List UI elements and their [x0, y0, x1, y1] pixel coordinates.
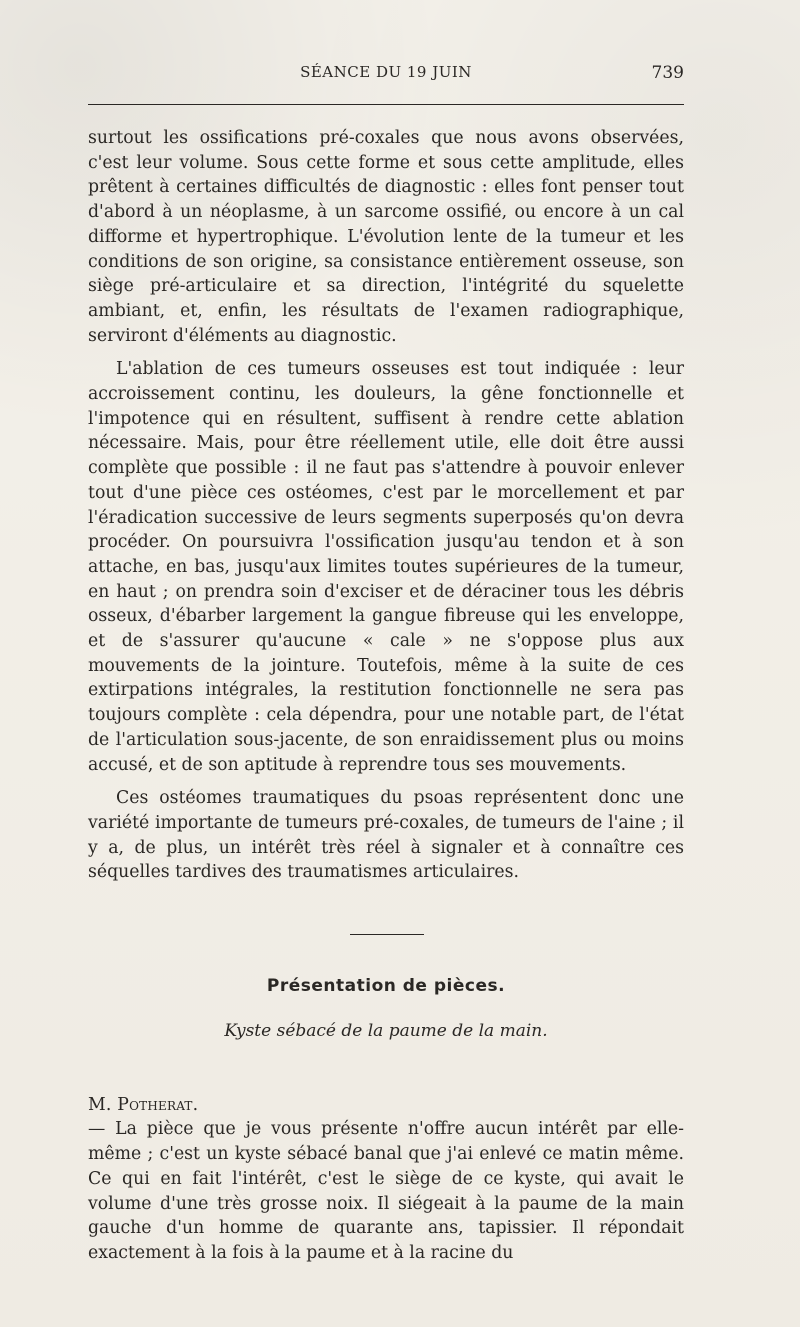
section-subtitle: Kyste sébacé de la paume de la main.	[224, 1021, 548, 1041]
section-title: Présentation de pièces.	[266, 976, 506, 996]
running-head: SÉANCE DU 19 JUIN	[300, 63, 472, 81]
closing-text: — La pièce que je vous présente n'offre aucun intérêt par elle-même ; c'est un kyste sébacé banal que j'ai enlevé ce matin même. Ce qui en fait l'intérêt, c'est le siège de ce kyste, qui avait le volume d'une très grosse noix. Il siégeait à la paume de la main gauche d'un homme de quarante ans, tapissier. Il répondait exactement à la fois à la paume et à la racine du	[88, 1119, 684, 1263]
speaker-name: M. Potherat.	[88, 1094, 199, 1115]
page-header	[88, 63, 684, 93]
page-number: 739	[651, 63, 684, 83]
main-text	[88, 126, 684, 885]
closing-paragraph	[88, 1068, 684, 1266]
header-rule	[88, 104, 684, 105]
paragraph-2: L'ablation de ces tumeurs osseuses est tout indiquée : leur accroissement continu, les douleurs, la gêne fonctionnelle et l'impotence qui en résultent, suffisent à rendre cette ablation nécessaire. Mais, pour être réellement utile, elle doit être aussi complète que possible : il ne faut pas s'attendre à pouvoir enlever tout d'une pièce ces ostéomes, c'est par le morcellement et par l'éradication successive de leurs segments superposés qu'on devra procéder. On poursuivra l'ossification jusqu'au tendon et à son attache, en bas, jusqu'aux limites toutes supérieures de la tumeur, en haut ; on prendra soin d'exciser et de déraciner tous les débris osseux, d'ébarber largement la gangue fibreuse qui les enveloppe, et de s'assurer qu'aucune « cale » ne s'oppose plus aux mouvements de la jointure. Toutefois, même à la suite de ces extirpations intégrales, la restitution fonctionnelle ne sera pas toujours complète : cela dépendra, pour une notable part, de l'état de l'articulation sous-jacente, de son enraidissement plus ou moins accusé, et de son aptitude à reprendre tous ses mouvements.	[88, 359, 684, 775]
paragraph-3: Ces ostéomes traumatiques du psoas représentent donc une variété importante de tumeurs pré-coxales, de tumeurs de l'aine ; il y a, de plus, un intérêt très réel à signaler et à connaître ces séquelles tardives des traumatismes articulaires.	[88, 788, 684, 883]
paragraph-1: surtout les ossifications pré-coxales que nous avons observées, c'est leur volume. Sous cette forme et sous cette amplitude, elles prêtent à certaines difficultés de diagnostic : elles font penser tout d'abord à un néoplasme, à un sarcome ossifié, ou encore à un cal difforme et hypertrophique. L'évolution lente de la tumeur et les conditions de son origine, sa consistance entièrement osseuse, son siège pré-articulaire et sa direction, l'intégrité du squelette ambiant, et, enfin, les résultats de l'examen radiographique, serviront d'éléments au diagnostic.	[88, 128, 684, 346]
section-divider	[350, 934, 424, 935]
